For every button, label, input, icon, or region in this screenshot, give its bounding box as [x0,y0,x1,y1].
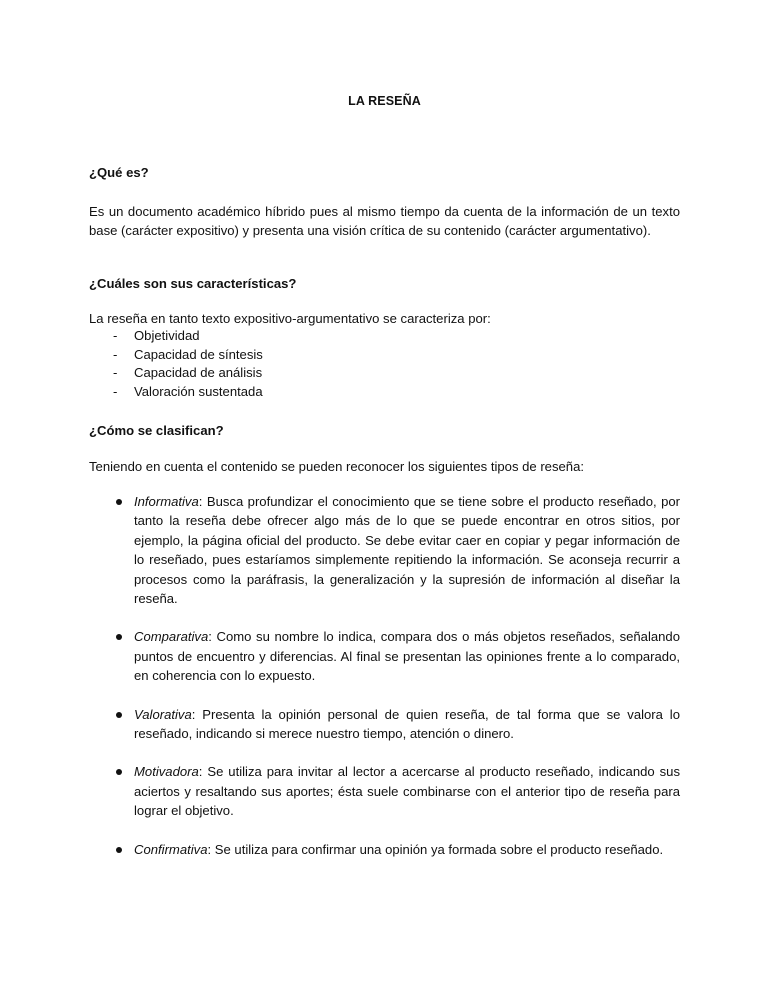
paragraph-clasificacion-intro: Teniendo en cuenta el contenido se pueden reconocer los siguientes tipos de reseña: [89,459,584,474]
list-item-text: Capacidad de síntesis [134,346,263,362]
type-term: Motivadora [134,764,199,780]
list-item-text: Capacidad de análisis [134,365,263,380]
type-description: : Busca profundizar el conocimiento que se tiene sobre el producto reseñado, por tanto la reseña debe ofrecer algo más de lo que se puede encontrar en otros sitios, por ejemplo, la página oficial del producto. Se debe evitar caer en copiar y pegar información de lo reseñado, pues estaríamos simplemente repitiendo la información. Se aconseja recurrir a procesos como la paráfrasis, la generalización y la supresión de información al diseñar la reseña. [134,494,680,607]
dash-marker: - [113,383,118,399]
paragraph-definition: Es un documento académico híbrido pues al mismo tiempo da cuenta de la información de un texto base (carácter expositivo) y presenta una visión crítica de su contenido (carácter argumentativo). [89,204,680,239]
type-term: Comparativa [134,629,209,645]
bullet-icon [116,712,122,718]
list-item-text: Objetividad [134,328,200,343]
list-item [89,346,263,365]
list-item-informativa [89,492,680,608]
list-item [89,327,263,346]
document-title: LA RESEÑA [348,94,421,108]
list-item-comparativa [89,627,680,685]
heading-caracteristicas: ¿Cuáles son sus características? [89,276,297,291]
characteristics-list [89,327,263,401]
list-item-confirmativa [89,840,680,859]
types-list [89,492,680,859]
bullet-icon [116,499,122,505]
heading-clasificacion: ¿Cómo se clasifican? [89,423,224,438]
type-term: Valorativa [134,706,192,722]
list-item-valorativa [89,705,680,744]
paragraph-caracteristicas-intro: La reseña en tanto texto expositivo-argumentativo se caracteriza por: [89,311,491,326]
type-description: : Presenta la opinión personal de quien reseña, de tal forma que se valora lo reseñado, indicando si merece nuestro tiempo, atención o dinero. [134,706,680,742]
bullet-icon [116,847,122,853]
list-item [89,383,263,402]
type-description: : Como su nombre lo indica, compara dos o más objetos reseñados, señalando puntos de encuentro y diferencias. Al final se presentan las opiniones frente a lo comparado, en coherencia con lo expuesto. [134,629,680,684]
type-term: Informativa [134,494,199,509]
bullet-icon [116,634,122,640]
type-description: : Se utiliza para confirmar una opinión ya formada sobre el producto reseñado. [207,841,664,857]
bullet-icon [116,769,122,775]
list-item [89,364,263,383]
dash-marker: - [113,346,118,362]
list-item-text: Valoración sustentada [134,383,263,399]
dash-marker: - [113,365,118,380]
type-term: Confirmativa [134,841,208,857]
list-item-motivadora [89,762,680,820]
dash-marker: - [113,328,118,343]
heading-que-es: ¿Qué es? [89,165,149,180]
document-page [89,0,680,994]
type-description: : Se utiliza para invitar al lector a acercarse al producto reseñado, indicando sus aciertos y resaltando sus aportes; ésta suele combinarse con el anterior tipo de reseña para lograr el objetivo. [134,764,680,819]
